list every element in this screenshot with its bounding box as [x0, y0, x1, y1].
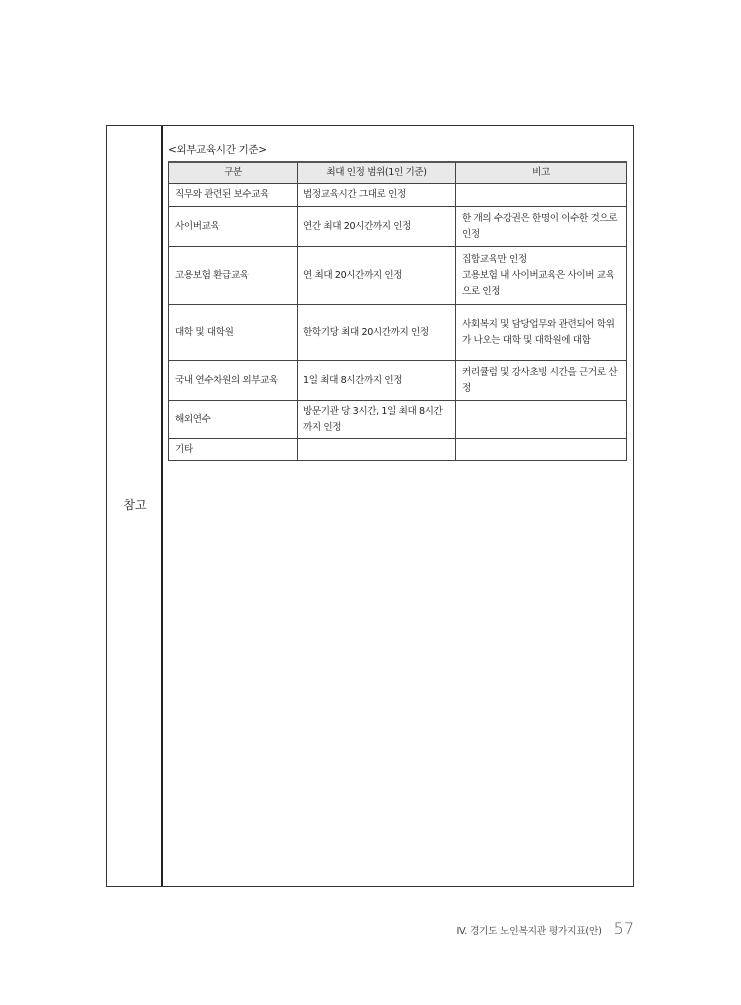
education-hours-table	[168, 161, 627, 461]
cell-category: 해외연수	[169, 401, 298, 439]
cell-category: 국내 연수차원의 외부교육	[169, 361, 298, 401]
table-row	[169, 361, 627, 401]
cell-note	[456, 439, 627, 461]
reference-box	[106, 125, 634, 887]
page-footer	[456, 919, 634, 938]
cell-range: 연 최대 20시간까지 인정	[298, 247, 456, 305]
table-row	[169, 401, 627, 439]
cell-note: 한 개의 수강권은 한명이 이수한 것으로 인정	[456, 207, 627, 247]
table-row	[169, 305, 627, 361]
footer-section-title: IV. 경기도 노인복지관 평가지표(안)	[456, 926, 602, 937]
cell-range	[298, 439, 456, 461]
cell-note: 집합교육만 인정 고용보험 내 사이버교육은 사이버 교육으로 인정	[456, 247, 627, 305]
cell-category: 사이버교육	[169, 207, 298, 247]
cell-note: 사회복지 및 담당업무와 관련되어 학위가 나오는 대학 및 대학원에 대함	[456, 305, 627, 361]
side-column	[107, 126, 163, 886]
cell-note	[456, 401, 627, 439]
cell-range: 1일 최대 8시간까지 인정	[298, 361, 456, 401]
cell-category: 기타	[169, 439, 298, 461]
cell-range: 한학기당 최대 20시간까지 인정	[298, 305, 456, 361]
cell-range: 방문기관 당 3시간, 1일 최대 8시간까지 인정	[298, 401, 456, 439]
side-label: 참고	[123, 498, 147, 512]
table-header-row	[169, 162, 627, 184]
table-row	[169, 207, 627, 247]
header-note: 비고	[456, 162, 627, 184]
cell-note: 커리큘럼 및 강사초빙 시간을 근거로 산정	[456, 361, 627, 401]
table-row	[169, 439, 627, 461]
cell-range: 법정교육시간 그대로 인정	[298, 184, 456, 207]
cell-range: 연간 최대 20시간까지 인정	[298, 207, 456, 247]
cell-category: 대학 및 대학원	[169, 305, 298, 361]
table-caption: <외부교육시간 기준>	[168, 144, 267, 156]
cell-note	[456, 184, 627, 207]
cell-category: 고용보험 환급교육	[169, 247, 298, 305]
header-range: 최대 인정 범위(1인 기준)	[298, 162, 456, 184]
table-row	[169, 184, 627, 207]
header-category: 구분	[169, 162, 298, 184]
table-row	[169, 247, 627, 305]
cell-category: 직무와 관련된 보수교육	[169, 184, 298, 207]
page-number: 57	[613, 919, 634, 938]
content-area	[168, 142, 628, 461]
